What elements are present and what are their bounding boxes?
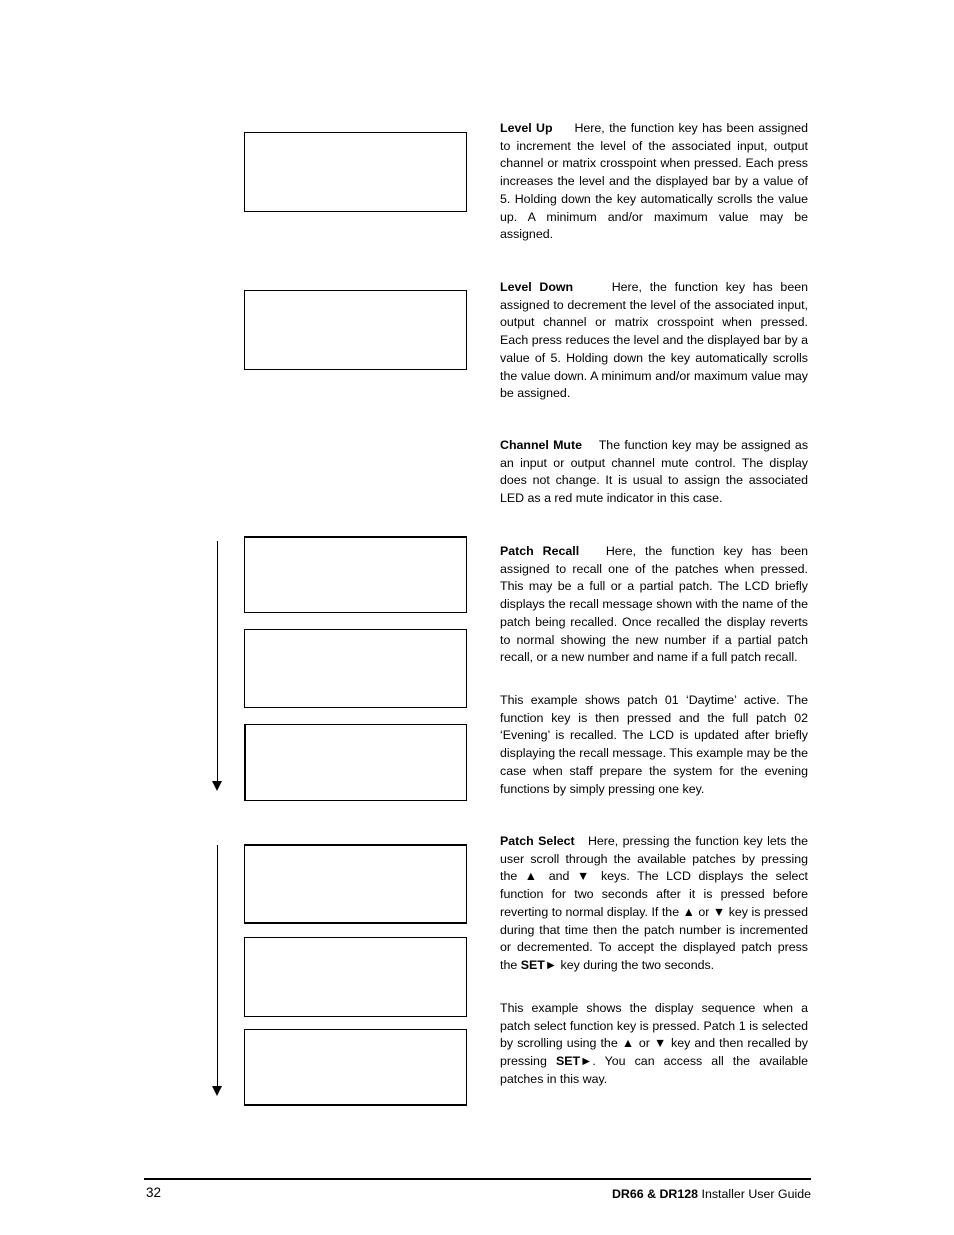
lcd-line-1 [262,922,466,924]
sequence-line [217,845,218,1086]
patch-recall-description [500,543,808,667]
set-key-label: SET► [555,1054,593,1069]
level-up-description [500,120,808,244]
channel-mute-description [500,437,808,508]
section-title: Level Up [500,121,553,135]
section-example: This example shows patch 01 ‘Daytime’ active. The function key is then pressed and the full patch 02 ‘Evening’ is recalled. The LCD is updated after briefly displaying the recall message. This example may be the case when staff prepare the system for the evening functions by simply pressing one key. [500,693,808,796]
lcd-line-1 [262,209,466,212]
section-body: Here, pressing the function key lets the user scroll through the available patches by pressing the ▲ and ▼ keys. The LCD displays the select function for two seconds after it is pressed before reverting to normal display. If the ▲ or ▼ key is pressed during that time then the patch number is incremented or decremented. To accept the displayed patch press the [500,834,808,972]
section-title: Level Down [500,280,574,294]
section-title: Patch Select [500,834,575,848]
lcd-recall-step-3 [244,724,467,801]
footer-title [612,1187,811,1201]
section-body: Here, the function key has been assigned to increment the level of the associated input, output channel or matrix crosspoint when pressed. Each press increases the level and the displayed bar by a value of 5. Holding down the key automatically scrolls the value up. A minimum and/or maximum value may be assigned. [500,121,808,242]
patch-select-example [500,1000,808,1089]
section-body-end: key during the two seconds. [560,957,715,972]
lcd-line-1 [262,1014,466,1017]
guide-name: Installer User Guide [701,1187,811,1201]
lcd-line-1 [262,367,466,370]
lcd-select-step-3 [244,1029,467,1106]
lcd-recall-step-1 [244,536,467,613]
sequence-line [217,541,218,781]
product-name: DR66 & DR128 [611,1187,699,1201]
section-body: The function key may be assigned as an input or output channel mute control. The display does not change. It is usual to assign the associated LED as a red mute indicator in this case. [500,438,809,506]
page-number: 32 [146,1185,162,1200]
section-body: Here, the function key has been assigned to recall one of the patches when pressed. This may be a full or a partial patch. The LCD briefly displays the recall message shown with the name of the patch being recalled. Once recalled the display reverts to normal showing the new number if a partial patch recall, or a new number and name if a full patch recall. [500,544,808,665]
section-example: This example shows the display sequence when a patch select function key is pressed. Patch 1 is selected by scrolling using the ▲ or ▼ key and then recalled by pressing [500,1001,808,1069]
lcd-line-1 [262,706,466,708]
lcd-level-up [244,132,467,212]
section-example-end: . You can access all the available patches in this way. [500,1054,808,1086]
set-key-label: SET► [520,957,558,972]
lcd-recall-step-2 [244,629,467,708]
section-title: Patch Recall [500,544,580,558]
patch-recall-example [500,692,808,798]
lcd-select-step-1 [244,844,467,924]
patch-select-description [500,833,808,975]
lcd-level-down [244,290,467,370]
footer-rule [144,1178,811,1180]
level-down-description [500,279,808,403]
sequence-arrow-icon [212,781,222,791]
sequence-arrow-icon [212,1086,222,1096]
lcd-select-step-2 [244,937,467,1017]
section-body: Here, the function key has been assigned to decrement the level of the associated input, output channel or matrix crosspoint when pressed. Each press reduces the level and the displayed bar by a value of 5. Holding down the key automatically scrolls the value down. A minimum and/or maximum value may be assigned. [500,280,808,401]
section-title: Channel Mute [500,438,583,452]
